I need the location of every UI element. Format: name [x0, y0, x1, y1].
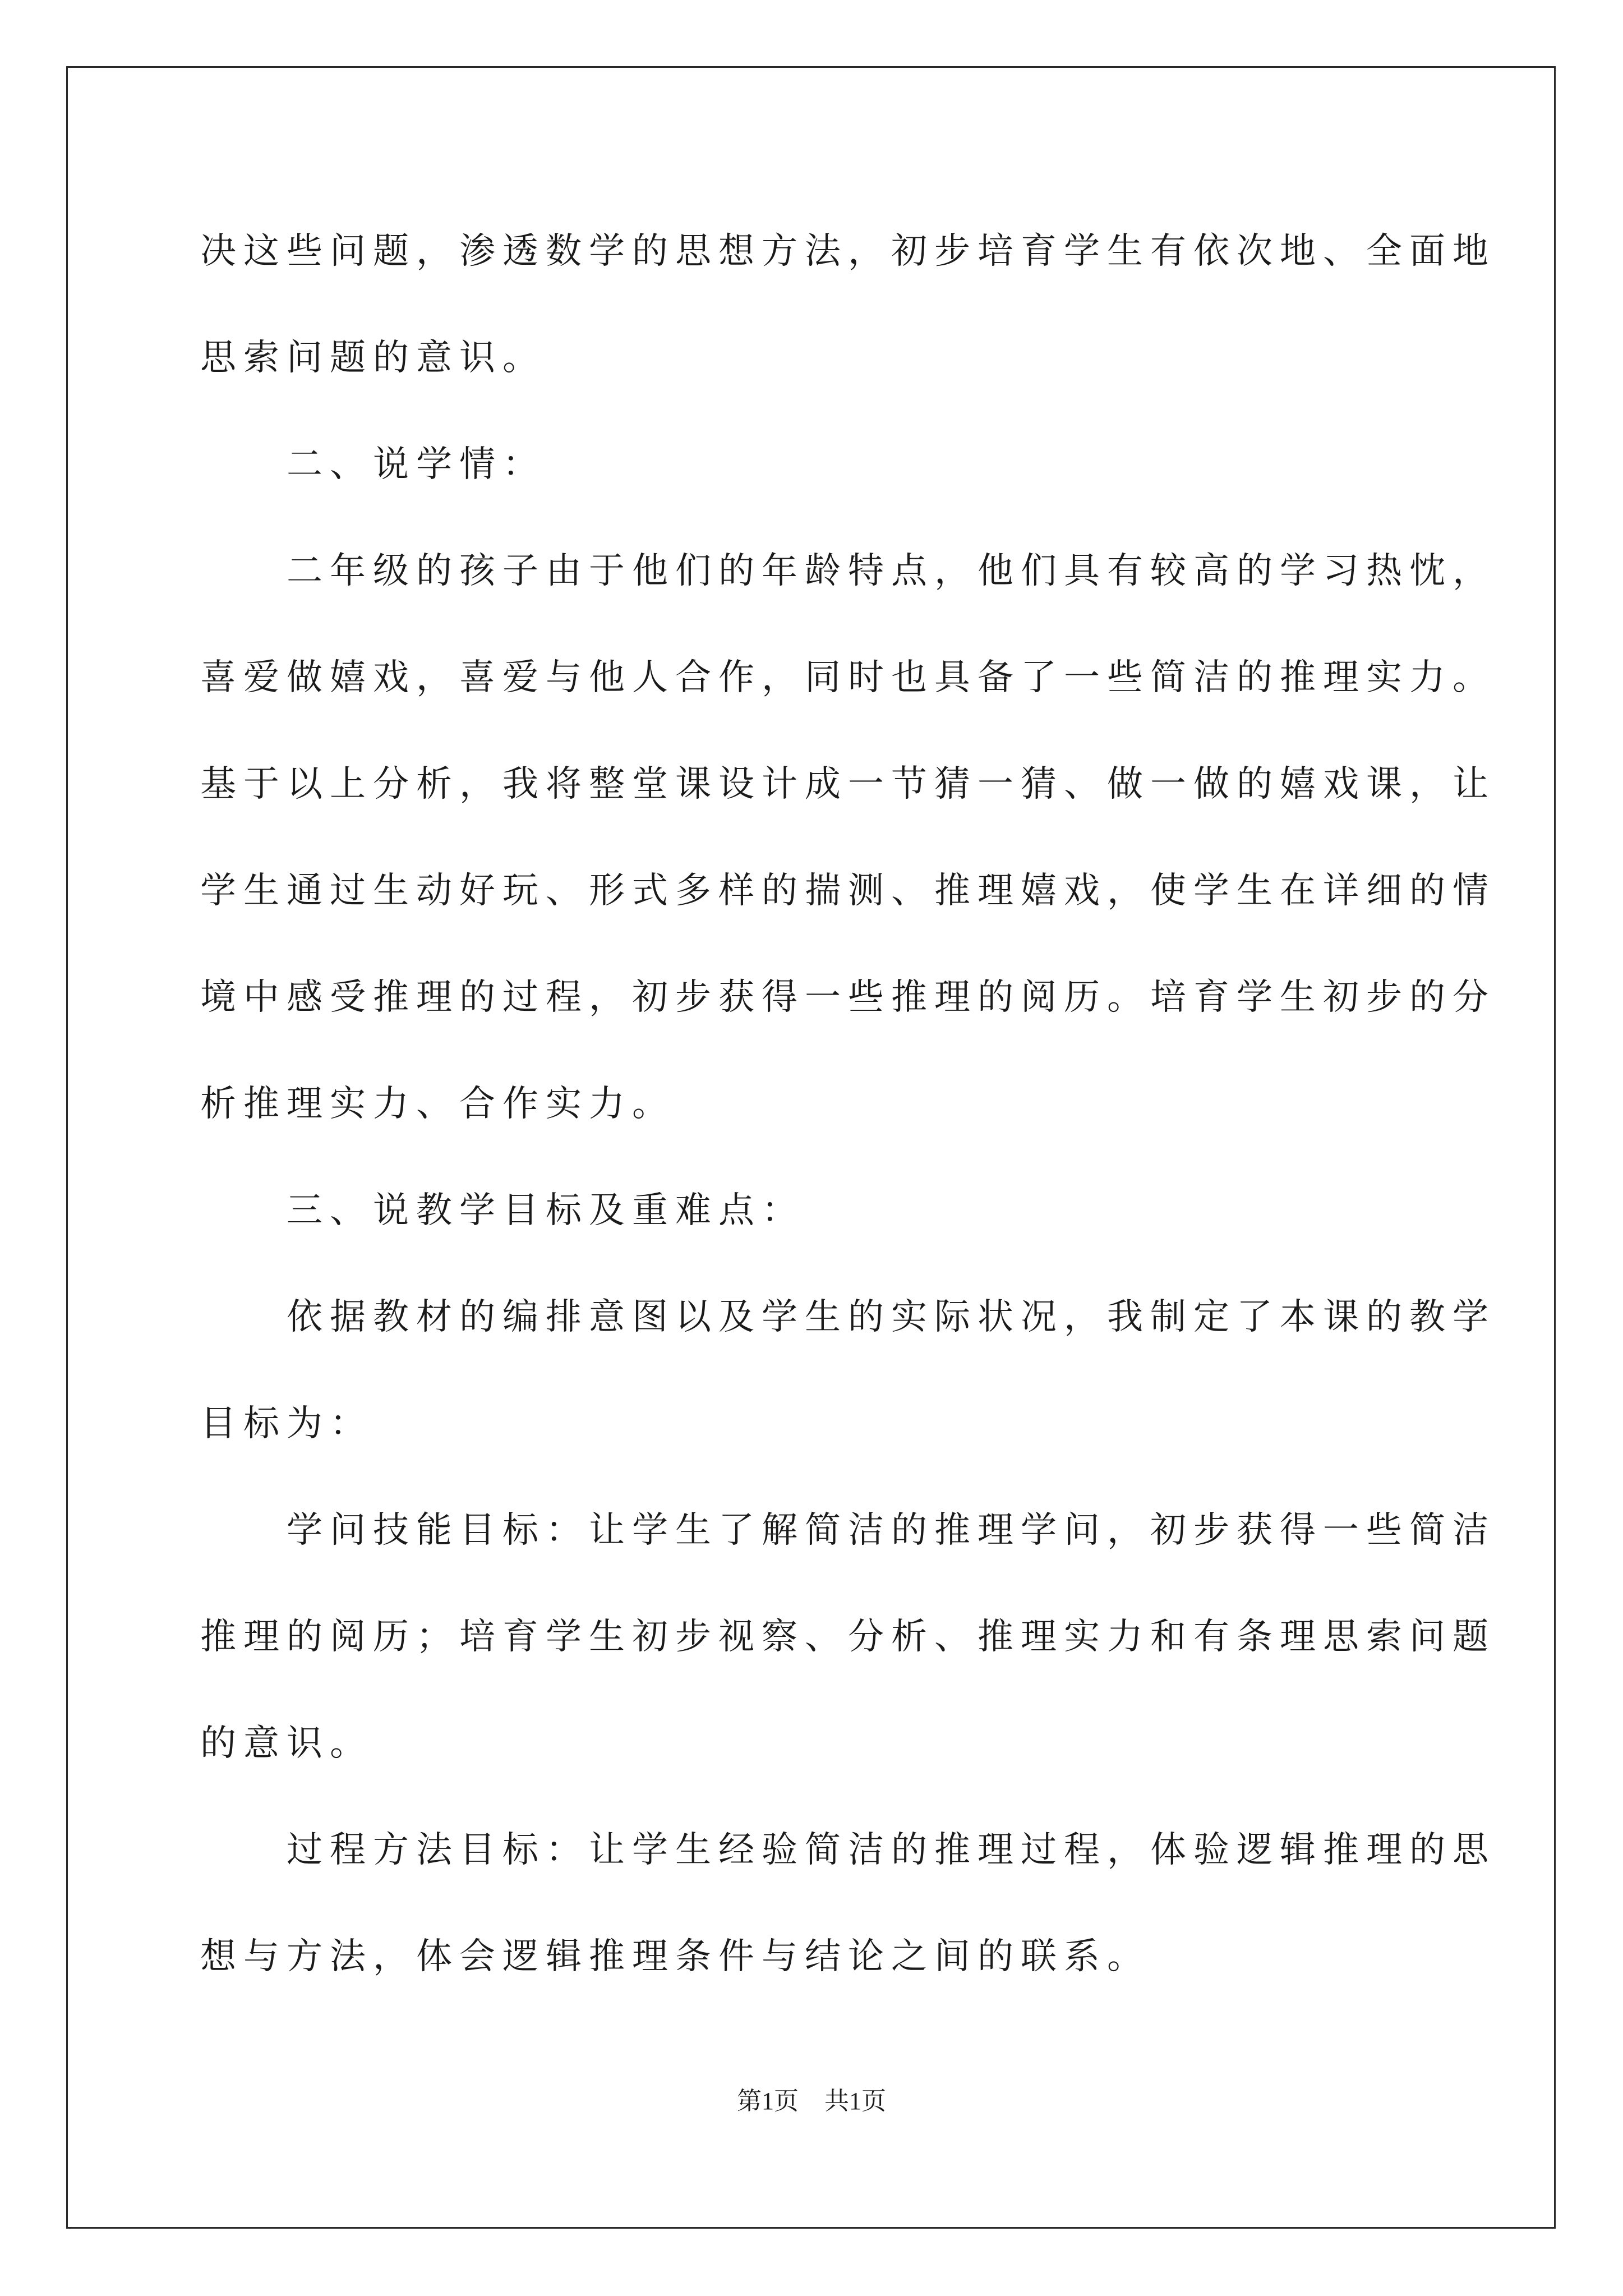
page-number: 第1页 [737, 2087, 799, 2115]
page-border [66, 66, 1556, 2229]
section-heading: 三、说教学目标及重难点： [200, 1190, 805, 1231]
text-line: 依据教材的编排意图以及学生的实际状况，我制定了本课的教学 [200, 1296, 1496, 1338]
text-line: 的意识。 [200, 1723, 373, 1764]
text-line: 想与方法，体会逻辑推理条件与结论之间的联系。 [200, 1936, 1150, 1977]
text-line: 二年级的孩子由于他们的年龄特点，他们具有较高的学习热忱， [200, 550, 1496, 592]
text-line: 喜爱做嬉戏，喜爱与他人合作，同时也具备了一些简洁的推理实力。 [200, 657, 1496, 698]
page-total: 共1页 [824, 2087, 886, 2115]
page-footer [0, 2085, 1623, 2118]
text-line: 析推理实力、合作实力。 [200, 1083, 675, 1125]
text-line: 思索问题的意识。 [200, 337, 546, 379]
text-line: 境中感受推理的过程，初步获得一些推理的阅历。培育学生初步的分 [200, 977, 1496, 1018]
text-line: 推理的阅历；培育学生初步视察、分析、推理实力和有条理思索问题 [200, 1616, 1496, 1658]
text-line: 过程方法目标：让学生经验简洁的推理过程，体验逻辑推理的思 [200, 1829, 1496, 1871]
section-heading: 二、说学情： [200, 444, 546, 485]
text-line: 基于以上分析，我将整堂课设计成一节猜一猜、做一做的嬉戏课，让 [200, 763, 1496, 805]
text-line: 学生通过生动好玩、形式多样的揣测、推理嬉戏，使学生在详细的情 [200, 870, 1496, 912]
text-line: 目标为： [200, 1403, 373, 1444]
text-line: 学问技能目标：让学生了解简洁的推理学问，初步获得一些简洁 [200, 1510, 1496, 1551]
text-line: 决这些问题，渗透数学的思想方法，初步培育学生有依次地、全面地 [200, 231, 1496, 272]
